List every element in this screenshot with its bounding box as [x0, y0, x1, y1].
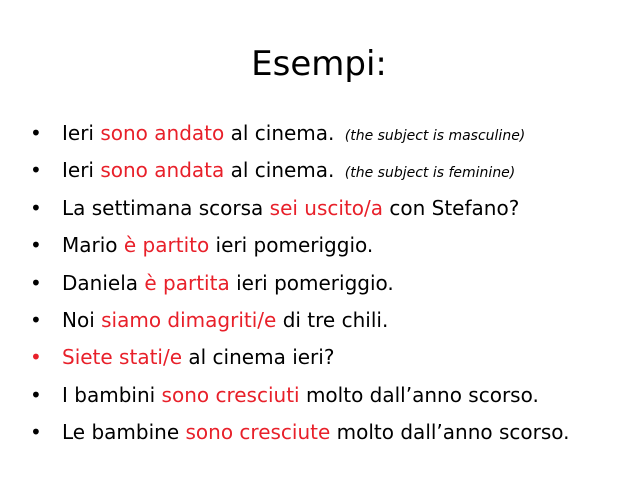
verb-phrase: è partito — [123, 233, 210, 258]
bullet-icon: • — [30, 270, 42, 295]
verb-phrase: sono cresciute — [185, 420, 331, 445]
verb-phrase: sono andato — [100, 121, 225, 145]
list-item — [30, 152, 630, 189]
list-item — [30, 265, 630, 302]
grammar-note: (the subject is masculine) — [344, 128, 526, 144]
sentence-end: di tre chili. — [276, 307, 389, 332]
sentence-start: Ieri — [62, 121, 101, 145]
list-item — [30, 190, 630, 227]
list-item — [30, 377, 630, 414]
sentence-start: La settimana scorsa — [62, 195, 270, 220]
sentence-start: Mario — [62, 233, 124, 258]
sentence-end: al cinema. — [224, 121, 335, 145]
list-item — [30, 115, 630, 152]
sentence-end: ieri pomeriggio. — [209, 233, 374, 258]
verb-phrase: sono cresciuti — [161, 382, 300, 407]
sentence-start: Le bambine — [62, 420, 186, 445]
example-list — [30, 115, 630, 452]
verb-phrase: siamo dimagriti/e — [101, 307, 277, 332]
sentence-end: al cinema ieri? — [182, 345, 335, 370]
bullet-icon: • — [30, 121, 42, 145]
list-item — [30, 339, 630, 376]
sentence-end: ieri pomeriggio. — [229, 270, 394, 295]
bullet-icon: • — [30, 158, 42, 183]
verb-phrase: sono andata — [100, 158, 225, 183]
list-item — [30, 227, 630, 264]
bullet-icon: • — [30, 233, 42, 258]
sentence-start: Ieri — [62, 158, 101, 183]
bullet-icon: • — [30, 382, 42, 407]
verb-phrase: è partita — [144, 270, 230, 295]
bullet-icon: • — [30, 420, 42, 445]
verb-phrase: Siete stati/e — [62, 345, 183, 370]
sentence-end: al cinema. — [224, 158, 335, 183]
verb-phrase: sei uscito/a — [269, 195, 384, 220]
list-item — [30, 414, 630, 451]
sentence-end: molto dall’anno scorso. — [330, 420, 570, 445]
sentence-start: Noi — [62, 307, 102, 332]
bullet-icon: • — [30, 307, 42, 332]
list-item — [30, 302, 630, 339]
grammar-note: (the subject is feminine) — [344, 165, 516, 182]
sentence-end: con Stefano? — [383, 195, 520, 220]
bullet-icon: • — [30, 345, 42, 370]
bullet-icon: • — [30, 195, 42, 220]
sentence-start: I bambini — [62, 382, 162, 407]
sentence-end: molto dall’anno scorso. — [299, 382, 539, 407]
slide-title: Esempi: — [251, 44, 387, 84]
sentence-start: Daniela — [62, 270, 145, 295]
